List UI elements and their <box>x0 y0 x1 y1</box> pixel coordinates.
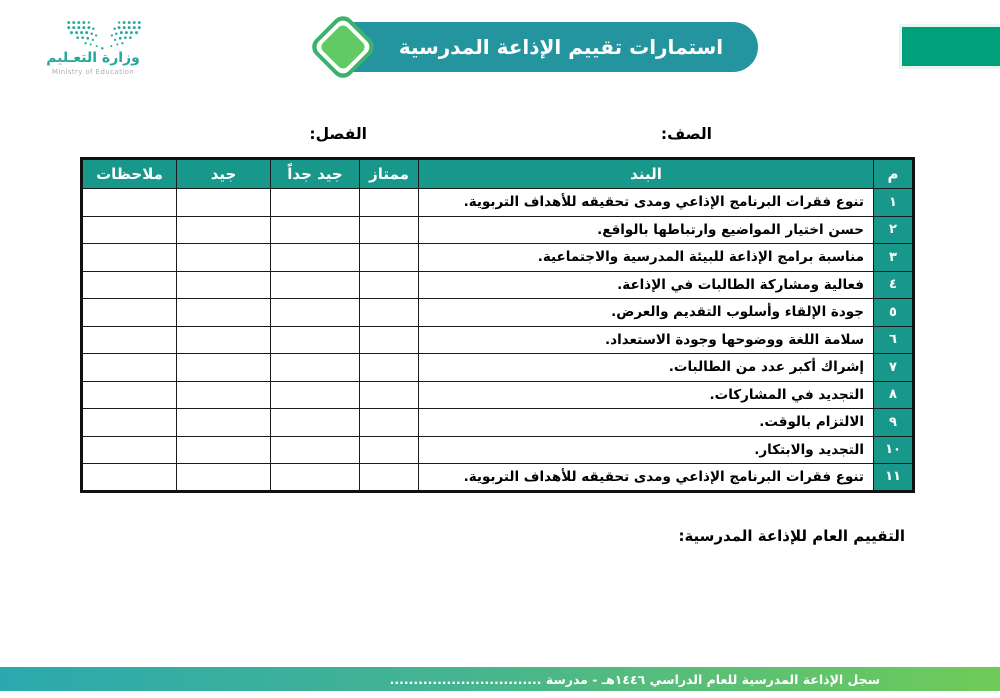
class-field-label: الصف: <box>660 125 712 143</box>
notes-cell <box>82 271 177 299</box>
notes-cell <box>82 189 177 217</box>
row-item-text: التجديد والابتكار. <box>419 436 874 464</box>
rating-cell-very-good <box>271 299 360 327</box>
notes-cell <box>82 326 177 354</box>
rating-cell-excellent <box>360 464 419 492</box>
rating-cell-good <box>177 464 271 492</box>
rating-cell-good <box>177 244 271 272</box>
rating-cell-good <box>177 354 271 382</box>
evaluation-table-body <box>82 189 914 492</box>
table-row <box>82 189 914 217</box>
title-banner <box>330 22 758 72</box>
table-row <box>82 271 914 299</box>
row-number: ٨ <box>874 381 914 409</box>
rating-cell-very-good <box>271 409 360 437</box>
notes-cell <box>82 409 177 437</box>
rating-cell-very-good <box>271 326 360 354</box>
row-item-text: فعالية ومشاركة الطالبات في الإذاعة. <box>419 271 874 299</box>
rating-cell-excellent <box>360 244 419 272</box>
row-number: ١٠ <box>874 436 914 464</box>
footer-text: سجل الإذاعة المدرسية للعام الدراسي ١٤٤٦هـ - مدرسة ................................ <box>389 671 880 687</box>
rating-cell-very-good <box>271 354 360 382</box>
diamond-icon-core <box>319 23 367 71</box>
footer-bar <box>0 667 1000 691</box>
rating-cell-good <box>177 216 271 244</box>
ministry-name-arabic: وزارة التعـليم <box>46 50 140 66</box>
row-number: ٢ <box>874 216 914 244</box>
notes-cell <box>82 436 177 464</box>
row-item-text: التجديد في المشاركات. <box>419 381 874 409</box>
notes-cell <box>82 464 177 492</box>
header-item: البند <box>419 159 874 189</box>
table-row <box>82 409 914 437</box>
table-row <box>82 326 914 354</box>
rating-cell-excellent <box>360 299 419 327</box>
row-number: ١ <box>874 189 914 217</box>
notes-cell <box>82 354 177 382</box>
rating-cell-very-good <box>271 464 360 492</box>
row-number: ٣ <box>874 244 914 272</box>
rating-cell-excellent <box>360 216 419 244</box>
row-number: ٥ <box>874 299 914 327</box>
table-row <box>82 299 914 327</box>
rating-cell-excellent <box>360 326 419 354</box>
row-number: ٦ <box>874 326 914 354</box>
row-number: ١١ <box>874 464 914 492</box>
notes-cell <box>82 299 177 327</box>
notes-cell <box>82 216 177 244</box>
row-item-text: تنوع فقرات البرنامج الإذاعي ومدى تحقيقه للأهداف التربوية. <box>419 189 874 217</box>
table-row <box>82 354 914 382</box>
notes-cell <box>82 381 177 409</box>
row-item-text: الالتزام بالوقت. <box>419 409 874 437</box>
rating-cell-good <box>177 271 271 299</box>
row-item-text: مناسبة برامج الإذاعة للبيئة المدرسية والاجتماعية. <box>419 244 874 272</box>
ministry-of-education-logo <box>30 12 200 90</box>
row-item-text: إشراك أكبر عدد من الطالبات. <box>419 354 874 382</box>
rating-cell-good <box>177 381 271 409</box>
header-very-good: جيد جداً <box>271 159 360 189</box>
header-excellent: ممتاز <box>360 159 419 189</box>
rating-cell-good <box>177 436 271 464</box>
corner-decoration <box>899 24 1000 69</box>
page-title: استمارات تقييم الإذاعة المدرسية <box>398 35 724 59</box>
rating-cell-very-good <box>271 216 360 244</box>
rating-cell-good <box>177 299 271 327</box>
ministry-name-english: Ministry of Education <box>51 68 135 76</box>
rating-cell-very-good <box>271 436 360 464</box>
table-row <box>82 216 914 244</box>
rating-cell-good <box>177 189 271 217</box>
ministry-logo-dots-icon <box>62 18 146 54</box>
rating-cell-excellent <box>360 436 419 464</box>
notes-cell <box>82 244 177 272</box>
rating-cell-very-good <box>271 189 360 217</box>
table-row <box>82 436 914 464</box>
rating-cell-very-good <box>271 271 360 299</box>
rating-cell-good <box>177 409 271 437</box>
row-item-text: حسن اختيار المواضيع وارتباطها بالواقع. <box>419 216 874 244</box>
rating-cell-good <box>177 326 271 354</box>
header-number: م <box>874 159 914 189</box>
rating-cell-excellent <box>360 381 419 409</box>
table-row <box>82 244 914 272</box>
overall-evaluation-label: التقييم العام للإذاعة المدرسية: <box>678 527 905 545</box>
rating-cell-excellent <box>360 189 419 217</box>
rating-cell-excellent <box>360 409 419 437</box>
section-field-label: الفصل: <box>309 125 367 143</box>
header-notes: ملاحظات <box>82 159 177 189</box>
rating-cell-very-good <box>271 244 360 272</box>
table-header-row <box>82 159 914 189</box>
row-number: ٤ <box>874 271 914 299</box>
evaluation-table <box>80 157 915 493</box>
table-row <box>82 381 914 409</box>
row-number: ٧ <box>874 354 914 382</box>
table-row <box>82 464 914 492</box>
row-item-text: جودة الإلقاء وأسلوب التقديم والعرض. <box>419 299 874 327</box>
rating-cell-excellent <box>360 271 419 299</box>
row-item-text: تنوع فقرات البرنامج الإذاعي ومدى تحقيقه للأهداف التربوية. <box>419 464 874 492</box>
rating-cell-very-good <box>271 381 360 409</box>
row-item-text: سلامة اللغة ووضوحها وجودة الاستعداد. <box>419 326 874 354</box>
rating-cell-excellent <box>360 354 419 382</box>
row-number: ٩ <box>874 409 914 437</box>
header-good: جيد <box>177 159 271 189</box>
